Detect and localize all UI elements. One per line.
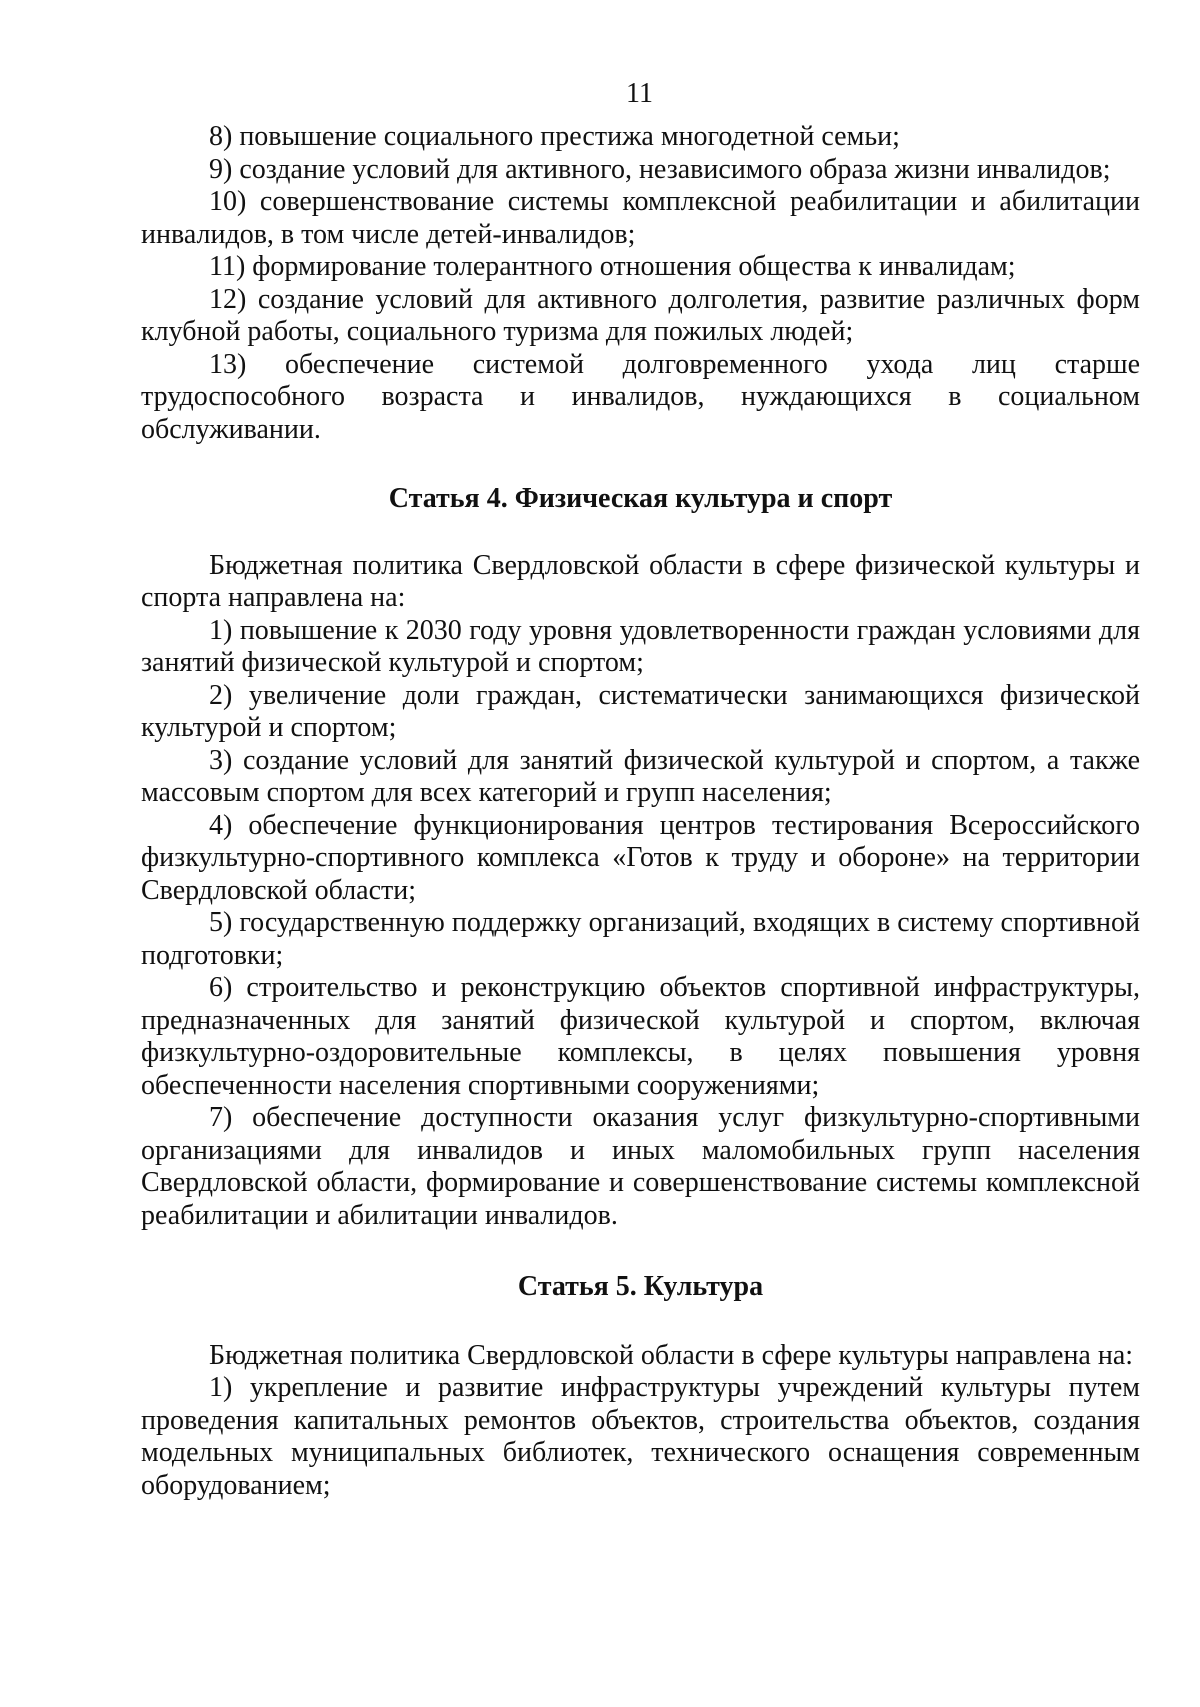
article-4-item-6: 6) строительство и реконструкцию объектов спортивной инфраструктуры, предназначенных для занятий физической культурой и спортом, включая физкультурно-оздоровительные комплексы, в целях повышения уровня обеспеченности населения спортивными сооружениями; (141, 972, 1140, 1101)
article-4-item-1: 1) повышение к 2030 году уровня удовлетворенности граждан условиями для занятий физической культурой и спортом; (141, 614, 1140, 678)
document-body (141, 121, 1140, 1502)
article-5-heading: Статья 5. Культура (517, 1271, 764, 1302)
page-number: 11 (626, 78, 653, 109)
list-item-9: 9) создание условий для активного, независимого образа жизни инвалидов; (209, 153, 1111, 185)
article-5-item-1: 1) укрепление и развитие инфраструктуры учреждений культуры путем проведения капитальных ремонтов объектов, строительства объектов, создания модельных муниципальных библиотек, технического оснащения современным оборудованием; (141, 1372, 1140, 1501)
list-item-12: 12) создание условий для активного долголетия, развитие различных форм клубной работы, социального туризма для пожилых людей; (141, 283, 1140, 347)
list-item-10: 10) совершенствование системы комплексной реабилитации и абилитации инвалидов, в том числе детей-инвалидов; (141, 186, 1140, 250)
article-4-item-7: 7) обеспечение доступности оказания услуг физкультурно-спортивными организациями для инвалидов и иных маломобильных групп населения Свердловской области, формирование и совершенствование системы комплексной реабилитации и абилитации инвалидов. (141, 1102, 1140, 1231)
article-4-item-5: 5) государственную поддержку организаций, входящих в систему спортивной подготовки; (141, 907, 1140, 971)
article-4-item-4: 4) обеспечение функционирования центров тестирования Всероссийского физкультурно-спортивного комплекса «Готов к труду и обороне» на территории Свердловской области; (141, 809, 1140, 906)
article-4-intro: Бюджетная политика Свердловской области в сфере физической культуры и спорта направлена на: (141, 549, 1140, 613)
article-4-item-3: 3) создание условий для занятий физической культурой и спортом, а также массовым спортом для всех категорий и групп населения; (141, 744, 1140, 808)
list-item-8: 8) повышение социального престижа многодетной семьи; (209, 121, 900, 152)
article-4-item-2: 2) увеличение доли граждан, систематически занимающихся физической культурой и спортом; (141, 679, 1140, 743)
list-item-13: 13) обеспечение системой долговременного ухода лиц старше трудоспособного возраста и инвалидов, нуждающихся в социальном обслуживании. (141, 348, 1140, 445)
list-item-11: 11) формирование толерантного отношения общества к инвалидам; (209, 251, 1016, 282)
article-4-heading: Статья 4. Физическая культура и спорт (388, 483, 893, 514)
article-5-intro: Бюджетная политика Свердловской области в сфере культуры направлена на: (209, 1339, 1134, 1371)
